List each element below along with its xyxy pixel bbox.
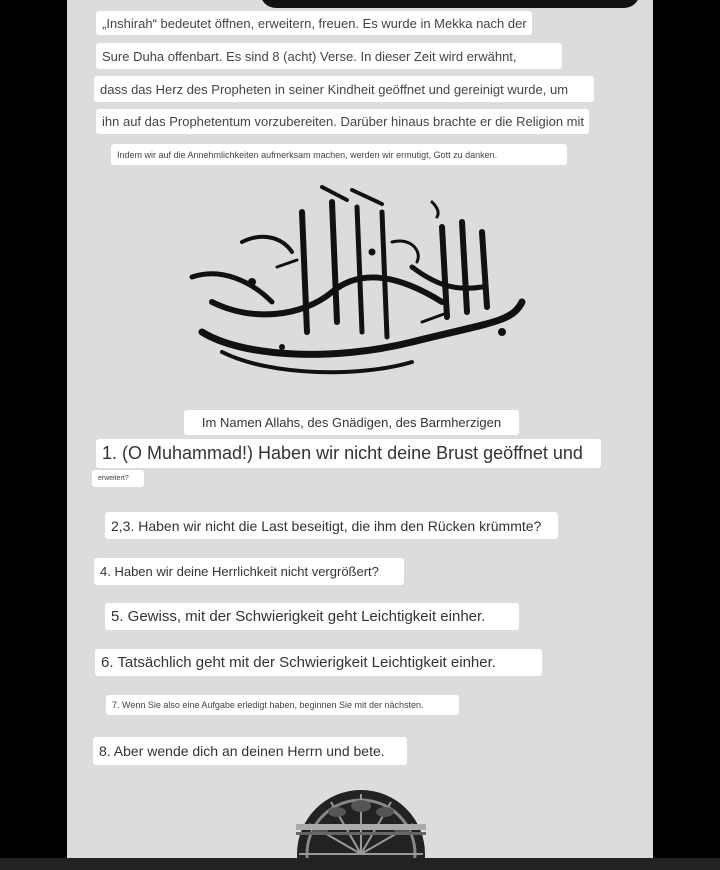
rosette-ornament-icon — [292, 788, 430, 858]
verse-1: 1. (O Muhammad!) Haben wir nicht deine Brust geöffnet und — [96, 439, 601, 468]
content-page — [67, 0, 653, 858]
bottom-bar — [0, 858, 720, 870]
basmala-translation: Im Namen Allahs, des Gnädigen, des Barmherzigen — [184, 410, 519, 435]
verse-7: 7. Wenn Sie also eine Aufgabe erledigt haben, beginnen Sie mit der nächsten. — [106, 695, 459, 715]
top-notch — [260, 0, 640, 8]
intro-line-3: dass das Herz des Propheten in seiner Kindheit geöffnet und gereinigt wurde, um — [94, 76, 594, 102]
intro-line-1: „Inshirah“ bedeutet öffnen, erweitern, freuen. Es wurde in Mekka nach der — [96, 11, 532, 35]
verse-8: 8. Aber wende dich an deinen Herrn und bete. — [93, 737, 407, 765]
verse-1-continuation: erweitert? — [92, 470, 144, 487]
verse-5: 5. Gewiss, mit der Schwierigkeit geht Leichtigkeit einher. — [105, 603, 519, 630]
basmala-calligraphy — [182, 182, 532, 382]
verse-6: 6. Tatsächlich geht mit der Schwierigkeit Leichtigkeit einher. — [95, 649, 542, 676]
intro-line-5: Indem wir auf die Annehmlichkeiten aufmerksam machen, werden wir ermutigt, Gott zu danken. — [111, 144, 567, 165]
verse-2-3: 2,3. Haben wir nicht die Last beseitigt, die ihm den Rücken krümmte? — [105, 512, 558, 539]
intro-line-2: Sure Duha offenbart. Es sind 8 (acht) Verse. In dieser Zeit wird erwähnt, — [96, 43, 562, 69]
verse-4: 4. Haben wir deine Herrlichkeit nicht vergrößert? — [94, 558, 404, 585]
intro-line-4: ihn auf das Prophetentum vorzubereiten. Darüber hinaus brachte er die Religion mit — [96, 109, 589, 134]
